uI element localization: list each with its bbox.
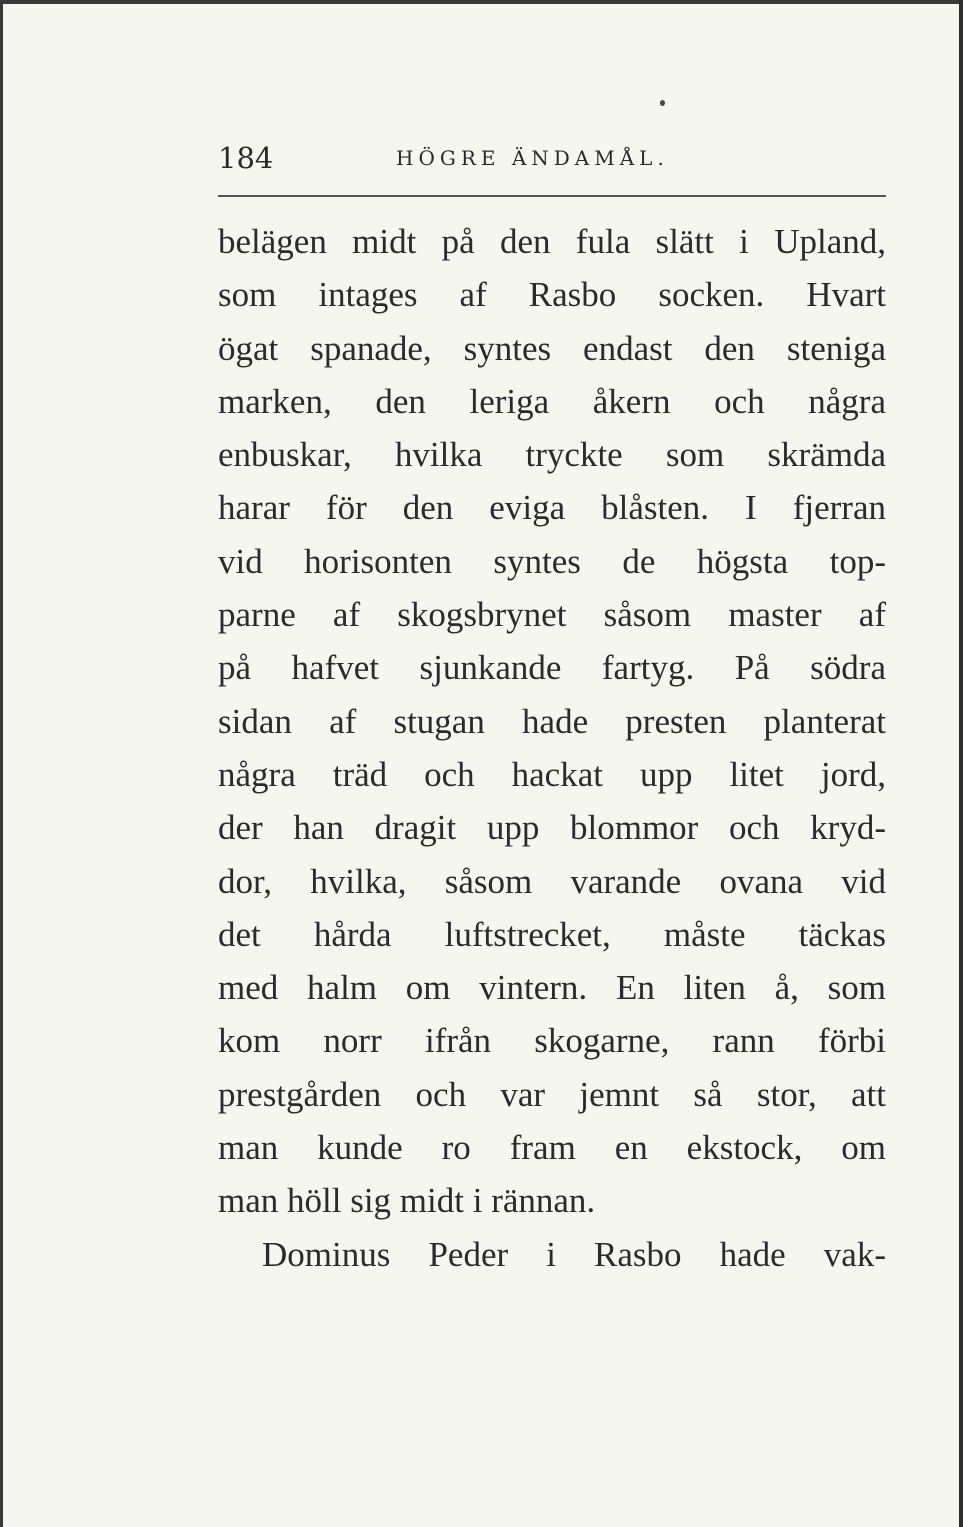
scan-border-right bbox=[959, 0, 963, 1527]
text-line: dor, hvilka, såsom varande ovana vid bbox=[218, 861, 886, 901]
text-line: enbuskar, hvilka tryckte som skrämda bbox=[218, 435, 886, 475]
body-text bbox=[218, 215, 886, 1281]
text-line: marken, den leriga åkern och några bbox=[218, 381, 886, 421]
text-line: vid horisonten syntes de högsta top- bbox=[218, 541, 886, 581]
text-line: harar för den eviga blåsten. I fjerran bbox=[218, 488, 886, 528]
text-line: belägen midt på den fula slätt i Upland, bbox=[218, 222, 886, 261]
header-rule bbox=[218, 195, 886, 197]
paragraph-start-line: Dominus Peder i Rasbo hade vak- bbox=[262, 1234, 886, 1274]
text-line: kom norr ifrån skogarne, rann förbi bbox=[218, 1021, 886, 1061]
text-line: på hafvet sjunkande fartyg. På södra bbox=[218, 648, 886, 688]
text-line: sidan af stugan hade presten planterat bbox=[218, 701, 886, 741]
text-line: några träd och hackat upp litet jord, bbox=[218, 754, 886, 794]
text-line: det hårda luftstrecket, måste täckas bbox=[218, 914, 886, 954]
page-number: 184 bbox=[218, 141, 274, 175]
scan-border-top bbox=[0, 0, 963, 4]
page-header bbox=[218, 138, 886, 178]
running-head: HÖGRE ÄNDAMÅL. bbox=[396, 146, 669, 170]
text-line: ögat spanade, syntes endast den steniga bbox=[218, 328, 886, 368]
text-line: parne af skogsbrynet såsom master af bbox=[218, 595, 886, 635]
text-line: man kunde ro fram en ekstock, om bbox=[218, 1128, 886, 1168]
text-line: der han dragit upp blommor och kryd- bbox=[218, 808, 886, 848]
text-line: som intages af Rasbo socken. Hvart bbox=[218, 275, 886, 315]
paragraph-end-line: man höll sig midt i rännan. bbox=[218, 1181, 596, 1221]
ink-speck bbox=[660, 100, 665, 106]
text-line: med halm om vintern. En liten å, som bbox=[218, 968, 886, 1008]
scan-border-left bbox=[0, 0, 3, 1527]
text-line: prestgården och var jemnt så stor, att bbox=[218, 1074, 886, 1114]
